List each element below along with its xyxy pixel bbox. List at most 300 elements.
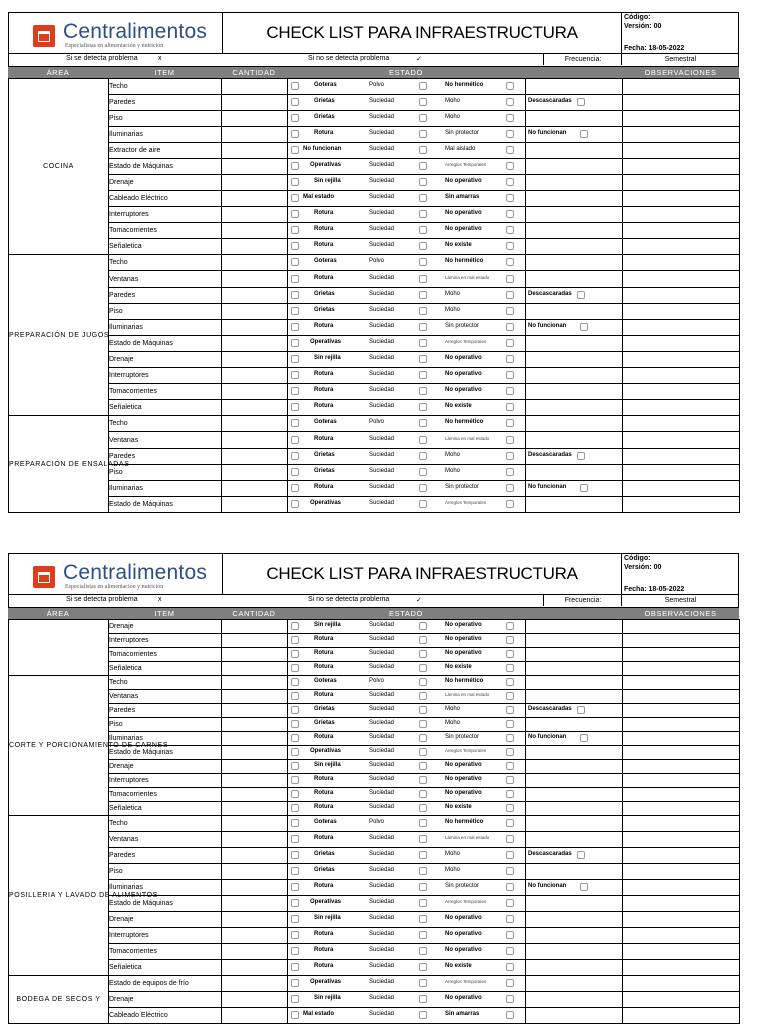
checkbox[interactable] [506,387,514,395]
cantidad-cell[interactable] [222,676,288,690]
observaciones-cell[interactable] [623,400,740,416]
checkbox[interactable] [506,762,514,770]
cantidad-cell[interactable] [222,416,288,432]
checkbox[interactable] [291,851,299,859]
checkbox[interactable] [580,734,588,742]
checkbox[interactable] [291,867,299,875]
observaciones-cell[interactable] [623,928,740,944]
extra-option-cell [526,271,623,288]
extra-option-cell [526,896,623,912]
option-label: Suciedad [369,734,395,740]
observaciones-cell[interactable] [623,352,740,368]
observaciones-cell[interactable] [623,960,740,976]
checkbox[interactable] [506,484,514,492]
checkbox[interactable] [291,275,299,283]
observaciones-cell[interactable] [623,992,740,1008]
checkbox[interactable] [506,436,514,444]
checkbox[interactable] [506,307,514,315]
checkbox[interactable] [291,130,299,138]
cantidad-cell[interactable] [222,620,288,634]
observaciones-cell[interactable] [623,465,740,481]
cantidad-cell[interactable] [222,662,288,676]
checkbox[interactable] [291,355,299,363]
checkbox[interactable] [419,947,427,955]
cantidad-cell[interactable] [222,704,288,718]
checkbox[interactable] [506,242,514,250]
observaciones-cell[interactable] [623,127,740,143]
observaciones-cell[interactable] [623,864,740,880]
observaciones-cell[interactable] [623,336,740,352]
checkbox[interactable] [506,835,514,843]
checkbox[interactable] [419,114,427,122]
observaciones-cell[interactable] [623,271,740,288]
checkbox[interactable] [291,210,299,218]
checkbox[interactable] [419,979,427,987]
checkbox[interactable] [506,82,514,90]
checkbox[interactable] [506,804,514,812]
checkbox[interactable] [419,436,427,444]
checkbox[interactable] [506,162,514,170]
checkbox[interactable] [577,452,585,460]
cantidad-cell[interactable] [222,384,288,400]
observaciones-cell[interactable] [623,320,740,336]
cantidad-cell[interactable] [222,497,288,513]
cantidad-cell[interactable] [222,95,288,111]
checkbox[interactable] [419,819,427,827]
checkbox[interactable] [291,323,299,331]
checkbox[interactable] [506,419,514,427]
checkbox[interactable] [291,790,299,798]
cantidad-cell[interactable] [222,352,288,368]
observaciones-cell[interactable] [623,384,740,400]
checkbox[interactable] [291,995,299,1003]
cantidad-cell[interactable] [222,718,288,732]
checkbox[interactable] [506,931,514,939]
cantidad-cell[interactable] [222,288,288,304]
checkbox[interactable] [419,371,427,379]
checkbox[interactable] [506,915,514,923]
cantidad-cell[interactable] [222,928,288,944]
checkbox[interactable] [506,734,514,742]
checkbox[interactable] [506,355,514,363]
cantidad-cell[interactable] [222,271,288,288]
checkbox[interactable] [419,387,427,395]
checkbox[interactable] [291,776,299,784]
checkbox[interactable] [291,452,299,460]
cantidad-cell[interactable] [222,992,288,1008]
checkbox[interactable] [419,307,427,315]
checkbox[interactable] [291,804,299,812]
cantidad-cell[interactable] [222,760,288,774]
cantidad-cell[interactable] [222,400,288,416]
checkbox[interactable] [419,339,427,347]
cantidad-cell[interactable] [222,336,288,352]
cantidad-cell[interactable] [222,864,288,880]
checkbox[interactable] [506,636,514,644]
option-label: Operativas [310,339,342,345]
cantidad-cell[interactable] [222,912,288,928]
checkbox[interactable] [506,706,514,714]
checkbox[interactable] [291,963,299,971]
cantidad-cell[interactable] [222,788,288,802]
observaciones-cell[interactable] [623,159,740,175]
cantidad-cell[interactable] [222,816,288,832]
checkbox[interactable] [291,706,299,714]
checkbox[interactable] [291,636,299,644]
checkbox[interactable] [291,883,299,891]
cantidad-cell[interactable] [222,634,288,648]
observaciones-cell[interactable] [623,718,740,732]
checkbox[interactable] [291,291,299,299]
cantidad-cell[interactable] [222,481,288,497]
checkbox[interactable] [291,178,299,186]
checkbox[interactable] [291,258,299,266]
table-row [9,1008,740,1024]
checkbox[interactable] [506,194,514,202]
checkbox[interactable] [419,178,427,186]
cantidad-cell[interactable] [222,944,288,960]
observaciones-cell[interactable] [623,976,740,992]
cantidad-cell[interactable] [222,143,288,159]
checkbox[interactable] [291,484,299,492]
checkbox[interactable] [419,194,427,202]
checkbox[interactable] [506,452,514,460]
checkbox[interactable] [291,468,299,476]
checkbox[interactable] [419,419,427,427]
checkbox[interactable] [506,678,514,686]
observaciones-cell[interactable] [623,481,740,497]
checkbox[interactable] [419,146,427,154]
checkbox[interactable] [291,1011,299,1019]
checkbox[interactable] [291,819,299,827]
extra-option-cell [526,912,623,928]
checkbox[interactable] [419,162,427,170]
checkbox[interactable] [291,194,299,202]
checkbox[interactable] [291,931,299,939]
observaciones-cell[interactable] [623,634,740,648]
checkbox[interactable] [577,98,585,106]
checkbox[interactable] [419,275,427,283]
observaciones-cell[interactable] [623,255,740,271]
checkbox[interactable] [419,835,427,843]
checkbox[interactable] [419,636,427,644]
checkbox[interactable] [506,323,514,331]
observaciones-cell[interactable] [623,944,740,960]
checkbox[interactable] [419,804,427,812]
observaciones-cell[interactable] [623,207,740,223]
observaciones-cell[interactable] [623,223,740,239]
observaciones-cell[interactable] [623,497,740,513]
checkbox[interactable] [419,452,427,460]
option-label: Rotura [314,323,334,329]
checkbox[interactable] [291,98,299,106]
checkbox[interactable] [291,947,299,955]
checkbox[interactable] [419,963,427,971]
checkbox[interactable] [419,664,427,672]
checkbox[interactable] [419,706,427,714]
checkbox[interactable] [506,867,514,875]
option-label: Suciedad [369,452,395,458]
cantidad-cell[interactable] [222,832,288,848]
checkbox[interactable] [291,242,299,250]
checkbox[interactable] [577,291,585,299]
item-cell: Cableado Eléctrico [109,1008,222,1024]
checkbox[interactable] [506,210,514,218]
cantidad-cell[interactable] [222,848,288,864]
checkbox[interactable] [506,178,514,186]
checkbox[interactable] [419,468,427,476]
checkbox[interactable] [291,162,299,170]
checkbox[interactable] [506,979,514,987]
observaciones-cell[interactable] [623,774,740,788]
option-label: Descascaradas [528,452,572,458]
cantidad-cell[interactable] [222,960,288,976]
observaciones-cell[interactable] [623,896,740,912]
cantidad-cell[interactable] [222,255,288,271]
checkbox[interactable] [580,484,588,492]
checkbox[interactable] [419,883,427,891]
checkbox[interactable] [506,995,514,1003]
checkbox[interactable] [419,650,427,658]
observaciones-cell[interactable] [623,191,740,207]
document-title: CHECK LIST PARA INFRAESTRUCTURA [266,23,578,42]
option-label: Sin rejilla [314,915,341,921]
checkbox[interactable] [419,776,427,784]
cantidad-cell[interactable] [222,690,288,704]
cantidad-cell[interactable] [222,320,288,336]
checkbox[interactable] [419,1011,427,1019]
checkbox[interactable] [419,995,427,1003]
checkbox[interactable] [506,226,514,234]
observaciones-cell[interactable] [623,648,740,662]
checkbox[interactable] [506,790,514,798]
cantidad-cell[interactable] [222,449,288,465]
observaciones-cell[interactable] [623,704,740,718]
cantidad-cell[interactable] [222,1008,288,1024]
option-label: Rotura [314,275,334,281]
checkbox[interactable] [506,291,514,299]
checkbox[interactable] [291,678,299,686]
checkbox[interactable] [291,915,299,923]
checkbox[interactable] [291,82,299,90]
observaciones-cell[interactable] [623,1008,740,1024]
observaciones-cell[interactable] [623,95,740,111]
checkbox[interactable] [419,734,427,742]
checkbox[interactable] [419,403,427,411]
observaciones-cell[interactable] [623,912,740,928]
cantidad-cell[interactable] [222,732,288,746]
checkbox[interactable] [291,436,299,444]
checkbox[interactable] [506,98,514,106]
cantidad-cell[interactable] [222,465,288,481]
checkbox[interactable] [506,899,514,907]
checkbox[interactable] [419,323,427,331]
checkbox[interactable] [291,650,299,658]
checkbox[interactable] [291,979,299,987]
cantidad-cell[interactable] [222,223,288,239]
checkbox[interactable] [506,371,514,379]
checkbox[interactable] [291,899,299,907]
checkbox[interactable] [419,226,427,234]
table-row [9,690,740,704]
checkbox[interactable] [291,734,299,742]
checkbox[interactable] [506,650,514,658]
checkbox[interactable] [419,867,427,875]
cantidad-cell[interactable] [222,175,288,191]
observaciones-cell[interactable] [623,620,740,634]
checkbox[interactable] [580,323,588,331]
checkbox[interactable] [291,622,299,630]
cantidad-cell[interactable] [222,432,288,449]
checkbox[interactable] [419,130,427,138]
option-label: Suciedad [369,883,395,889]
checkbox[interactable] [577,851,585,859]
cantidad-cell[interactable] [222,111,288,127]
checkbox[interactable] [506,883,514,891]
checkbox[interactable] [291,720,299,728]
observaciones-cell[interactable] [623,432,740,449]
checkbox[interactable] [506,403,514,411]
observaciones-cell[interactable] [623,732,740,746]
checkbox[interactable] [291,307,299,315]
checkbox[interactable] [506,500,514,508]
observaciones-cell[interactable] [623,880,740,896]
cantidad-cell[interactable] [222,127,288,143]
option-label: Grietas [314,98,335,104]
checkbox[interactable] [419,748,427,756]
observaciones-cell[interactable] [623,676,740,690]
cantidad-cell[interactable] [222,304,288,320]
observaciones-cell[interactable] [623,288,740,304]
checkbox[interactable] [291,403,299,411]
cantidad-cell[interactable] [222,239,288,255]
checkbox[interactable] [419,931,427,939]
checkbox[interactable] [577,706,585,714]
checkbox[interactable] [291,664,299,672]
checkbox[interactable] [419,720,427,728]
checkbox[interactable] [419,500,427,508]
checkbox[interactable] [291,339,299,347]
cantidad-cell[interactable] [222,79,288,95]
checkbox[interactable] [419,790,427,798]
observaciones-cell[interactable] [623,746,740,760]
checkbox[interactable] [419,622,427,630]
checkbox[interactable] [419,98,427,106]
checkbox[interactable] [291,500,299,508]
checkbox[interactable] [419,692,427,700]
checkbox[interactable] [419,762,427,770]
checkbox[interactable] [419,82,427,90]
checkbox[interactable] [506,692,514,700]
checkbox[interactable] [506,947,514,955]
checkbox[interactable] [291,419,299,427]
observaciones-cell[interactable] [623,690,740,704]
checkbox[interactable] [291,835,299,843]
checkbox[interactable] [506,130,514,138]
observaciones-cell[interactable] [623,368,740,384]
observaciones-cell[interactable] [623,832,740,848]
checkbox[interactable] [506,146,514,154]
cantidad-cell[interactable] [222,191,288,207]
observaciones-cell[interactable] [623,662,740,676]
observaciones-cell[interactable] [623,760,740,774]
company-logo [9,13,223,53]
checkbox[interactable] [506,468,514,476]
cantidad-cell[interactable] [222,896,288,912]
checkbox[interactable] [506,851,514,859]
observaciones-cell[interactable] [623,111,740,127]
checkbox[interactable] [419,210,427,218]
checkbox[interactable] [291,146,299,154]
checkbox[interactable] [506,114,514,122]
table-row [9,304,740,320]
checkbox[interactable] [506,258,514,266]
observaciones-cell[interactable] [623,79,740,95]
checkbox[interactable] [419,678,427,686]
checkbox[interactable] [419,355,427,363]
checkbox[interactable] [291,762,299,770]
checkbox[interactable] [291,114,299,122]
checkbox[interactable] [506,720,514,728]
checkbox[interactable] [291,387,299,395]
checkbox[interactable] [419,484,427,492]
checkbox[interactable] [419,851,427,859]
checkbox[interactable] [506,963,514,971]
checkbox[interactable] [291,748,299,756]
checkbox[interactable] [291,692,299,700]
cantidad-cell[interactable] [222,976,288,992]
option-label: Mal estado [303,1011,335,1017]
observaciones-cell[interactable] [623,788,740,802]
observaciones-cell[interactable] [623,802,740,816]
cantidad-cell[interactable] [222,648,288,662]
checkbox[interactable] [506,339,514,347]
checkbox[interactable] [506,776,514,784]
checkbox[interactable] [506,819,514,827]
cantidad-cell[interactable] [222,880,288,896]
checkbox[interactable] [419,242,427,250]
checkbox[interactable] [506,622,514,630]
observaciones-cell[interactable] [623,416,740,432]
observaciones-cell[interactable] [623,143,740,159]
checkbox[interactable] [419,899,427,907]
checkbox[interactable] [506,748,514,756]
checkbox[interactable] [291,226,299,234]
cantidad-cell[interactable] [222,368,288,384]
checkbox[interactable] [291,371,299,379]
checkbox[interactable] [580,130,588,138]
observaciones-cell[interactable] [623,848,740,864]
checkbox[interactable] [506,1011,514,1019]
observaciones-cell[interactable] [623,304,740,320]
checkbox[interactable] [506,664,514,672]
checkbox[interactable] [419,915,427,923]
checkbox[interactable] [419,291,427,299]
cantidad-cell[interactable] [222,159,288,175]
observaciones-cell[interactable] [623,449,740,465]
checkbox[interactable] [580,883,588,891]
checkbox[interactable] [419,258,427,266]
observaciones-cell[interactable] [623,816,740,832]
cantidad-cell[interactable] [222,207,288,223]
observaciones-cell[interactable] [623,175,740,191]
cantidad-cell[interactable] [222,802,288,816]
option-label: Moho [445,867,461,873]
checkbox[interactable] [506,275,514,283]
cantidad-cell[interactable] [222,746,288,760]
cantidad-cell[interactable] [222,774,288,788]
observaciones-cell[interactable] [623,239,740,255]
